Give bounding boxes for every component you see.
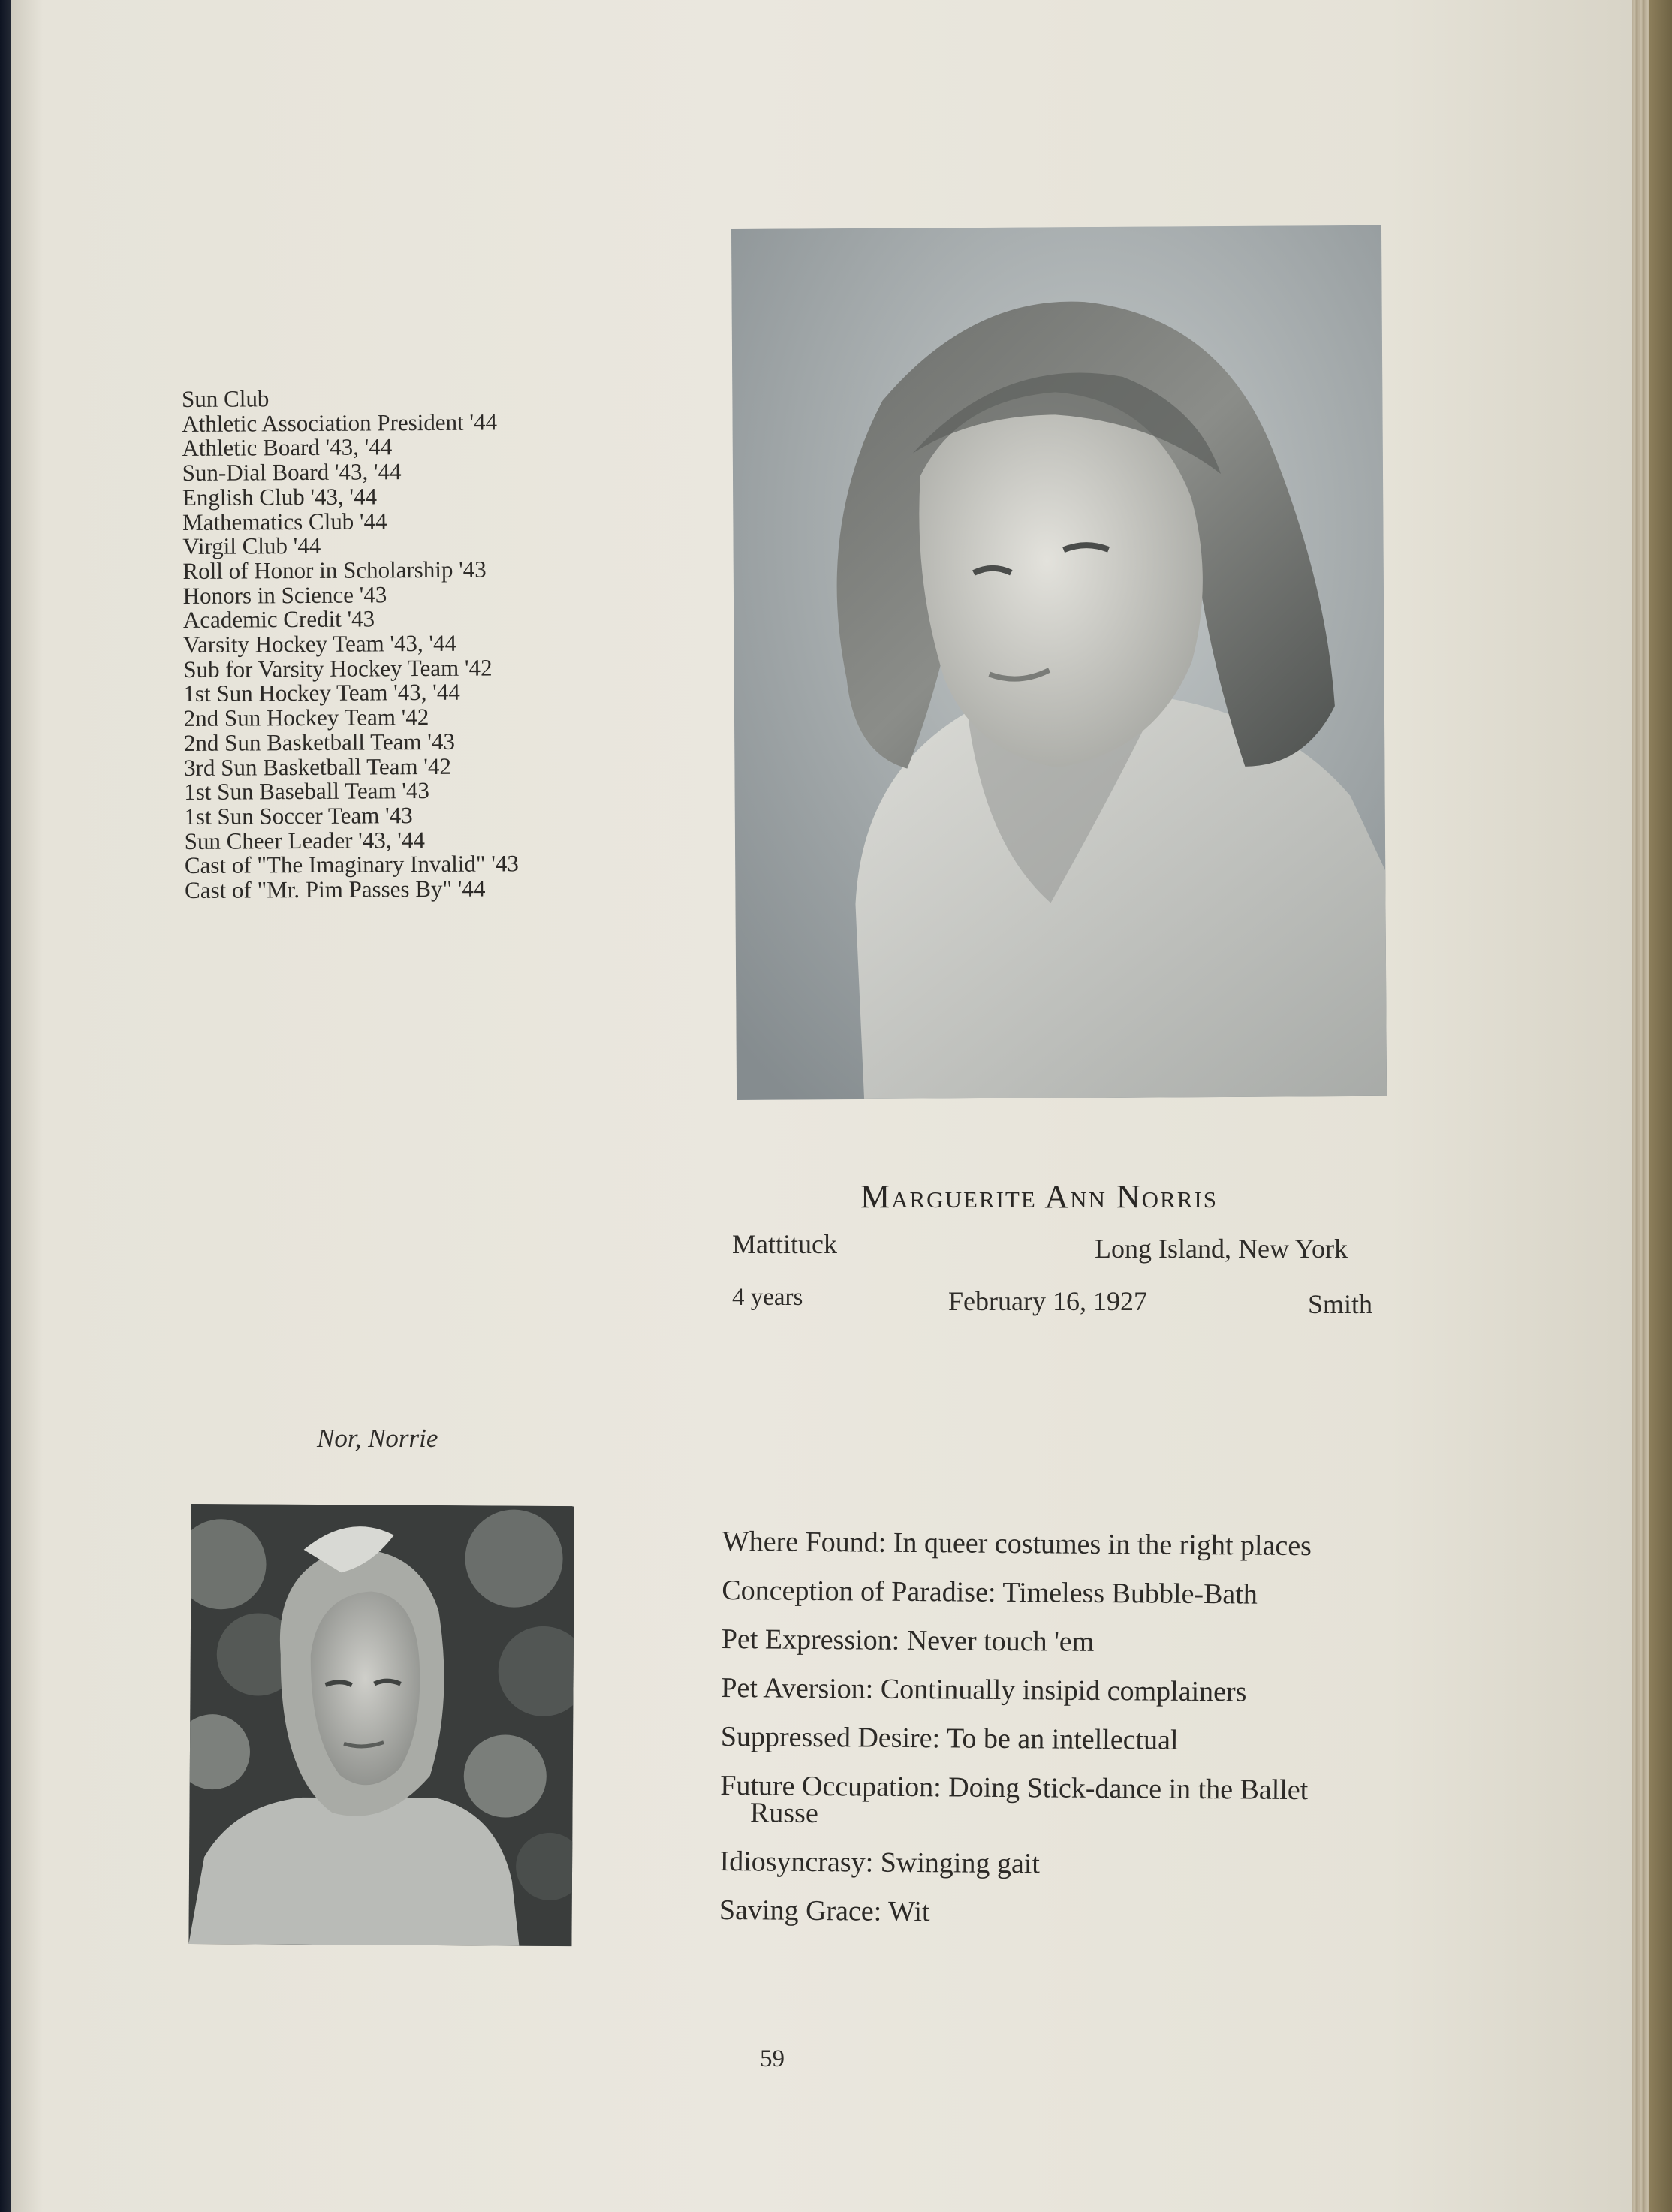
activity-item: Cast of "The Imaginary Invalid" '43 [184, 850, 519, 879]
activity-item: Sun-Dial Board '43, '44 [182, 458, 402, 487]
activity-item: Honors in Science '43 [182, 580, 387, 609]
home-region: Long Island, New York [1095, 1234, 1348, 1264]
childhood-photo [188, 1504, 574, 1946]
activities-list [182, 385, 575, 903]
activity-item: English Club '43, '44 [182, 483, 378, 511]
trait-continuation: Russe [749, 1797, 818, 1830]
activity-item: Academic Credit '43 [182, 605, 375, 634]
activity-item: Sun Cheer Leader '43, '44 [184, 826, 426, 854]
portrait-illustration [731, 225, 1387, 1100]
student-name: Marguerite Ann Norris [860, 1178, 1218, 1215]
trait-item [721, 1623, 1382, 1658]
college: Smith [1308, 1289, 1373, 1319]
trait-text: Conception of Paradise: Timeless Bubble-Bath [722, 1574, 1258, 1611]
activity-item: Virgil Club '44 [182, 532, 321, 560]
activity-item: Roll of Honor in Scholarship '43 [182, 556, 487, 584]
activity-item: 3rd Sun Basketball Team '42 [183, 752, 452, 781]
book-cover-edge [1649, 0, 1672, 2212]
activity-item: Sub for Varsity Hockey Team '42 [183, 654, 493, 683]
trait-item [721, 1671, 1381, 1708]
trait-item [720, 1720, 1381, 1756]
page-edges [1632, 0, 1672, 2212]
trait-text: Future Occupation: Doing Stick-dance in the Ballet [720, 1769, 1309, 1807]
page-number: 59 [760, 2045, 785, 2072]
activity-item: 1st Sun Baseball Team '43 [184, 777, 429, 806]
activity-item: Sun Club [181, 385, 270, 412]
trait-item [720, 1769, 1381, 1831]
activity-item: 2nd Sun Hockey Team '42 [183, 704, 429, 732]
trait-text: Suppressed Desire: To be an intellectual [720, 1720, 1179, 1756]
hometown: Mattituck [732, 1229, 837, 1259]
trait-text: Pet Expression: Never touch 'em [721, 1623, 1095, 1658]
birth-date: February 16, 1927 [948, 1286, 1147, 1316]
childhood-illustration [188, 1504, 574, 1946]
trait-item [722, 1526, 1383, 1563]
activity-item: Athletic Board '43, '44 [182, 433, 393, 462]
trait-item [722, 1574, 1382, 1611]
years-attended: 4 years [732, 1284, 803, 1311]
trait-list [719, 1528, 1383, 1951]
senior-portrait-photo [731, 225, 1387, 1100]
activity-item: Cast of "Mr. Pim Passes By" '44 [184, 875, 486, 904]
activity-item: 2nd Sun Basketball Team '43 [183, 728, 456, 756]
trait-text: Pet Aversion: Continually insipid complainers [721, 1671, 1247, 1708]
trait-text: Idiosyncrasy: Swinging gait [719, 1845, 1041, 1880]
activity-item: 1st Sun Soccer Team '43 [184, 802, 413, 830]
activity-item: Varsity Hockey Team '43, '44 [182, 629, 457, 658]
trait-text: Saving Grace: Wit [719, 1894, 930, 1928]
trait-item [719, 1845, 1380, 1880]
activity-item: Mathematics Club '44 [182, 507, 387, 535]
trait-text: Where Found: In queer costumes in the right places [722, 1526, 1312, 1563]
trait-item [719, 1894, 1380, 1929]
activity-item: Athletic Association President '44 [182, 408, 498, 437]
activity-item: 1st Sun Hockey Team '43, '44 [183, 679, 460, 707]
nickname: Nor, Norrie [317, 1424, 438, 1453]
